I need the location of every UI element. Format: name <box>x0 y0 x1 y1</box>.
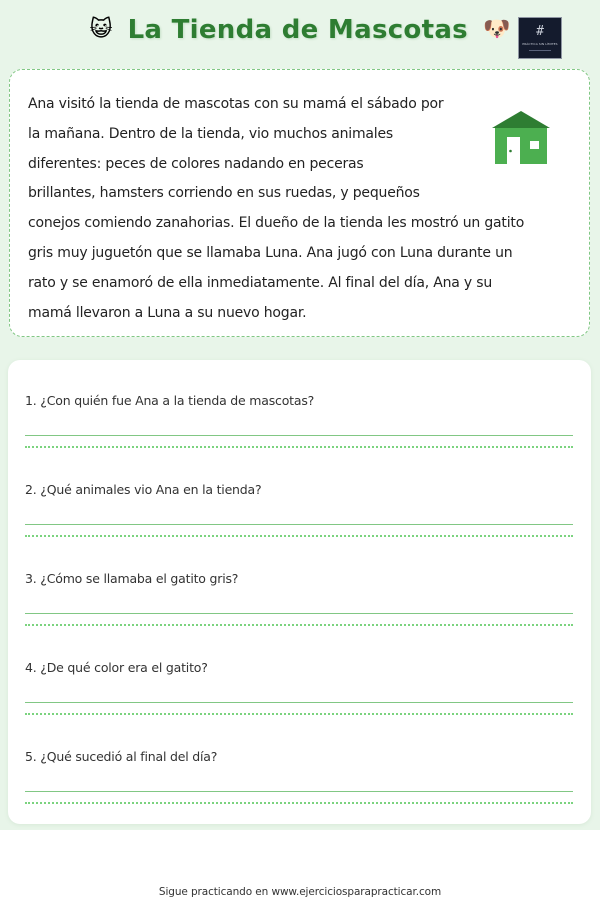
house-icon <box>491 111 551 164</box>
answer-line-dotted <box>25 802 573 804</box>
answer-line-dotted <box>25 713 573 715</box>
questions-card <box>8 360 591 824</box>
answer-line-solid <box>25 435 573 436</box>
question-text: 1. ¿Con quién fue Ana a la tienda de mascotas? <box>25 393 315 408</box>
answer-field-5[interactable] <box>25 791 573 804</box>
answer-line-solid <box>25 524 573 525</box>
answer-field-1[interactable] <box>25 435 573 448</box>
question-text: 4. ¿De qué color era el gatito? <box>25 660 208 675</box>
cat-face-icon: 😺 <box>89 17 113 42</box>
answer-line-dotted <box>25 624 573 626</box>
answer-field-3[interactable] <box>25 613 573 626</box>
answer-line-solid <box>25 613 573 614</box>
question-4 <box>23 659 576 729</box>
story-line: gris muy juguetón que se llamaba Luna. Ana jugó con Luna durante un <box>28 244 513 261</box>
question-1 <box>23 392 576 462</box>
story-line: brillantes, hamsters corriendo en sus ruedas, y pequeños <box>28 185 420 202</box>
story-line: diferentes: peces de colores nadando en peceras <box>28 155 364 172</box>
question-2 <box>23 481 576 551</box>
question-text: 5. ¿Qué sucedió al final del día? <box>25 749 218 764</box>
story-line: rato y se enamoró de ella inmediatamente. Al final del día, Ana y su <box>28 274 493 291</box>
title-row <box>0 12 600 48</box>
footer-text: Sigue practicando en www.ejerciciosparapracticar.com <box>158 886 442 898</box>
question-5 <box>23 748 576 818</box>
story-line: conejos comiendo zanahorias. El dueño de la tienda les mostró un gatito <box>28 215 525 232</box>
header <box>0 0 600 64</box>
answer-field-2[interactable] <box>25 524 573 537</box>
brand-logo <box>518 17 562 59</box>
logo-underline <box>529 50 551 51</box>
story-line: la mañana. Dentro de la tienda, vio muchos animales <box>28 125 393 142</box>
story-box <box>9 69 590 337</box>
answer-field-4[interactable] <box>25 702 573 715</box>
page-title: La Tienda de Mascotas <box>127 15 468 45</box>
dog-face-icon: 🐶 <box>483 17 511 42</box>
grid-logo-icon: # <box>536 24 544 39</box>
answer-line-solid <box>25 702 573 703</box>
question-3 <box>23 570 576 640</box>
answer-line-dotted <box>25 535 573 537</box>
story-line: mamá llevaron a Luna a su nuevo hogar. <box>28 304 307 321</box>
answer-line-dotted <box>25 446 573 448</box>
answer-line-solid <box>25 791 573 792</box>
question-text: 2. ¿Qué animales vio Ana en la tienda? <box>25 482 262 497</box>
story-line: Ana visitó la tienda de mascotas con su mamá el sábado por <box>28 96 444 112</box>
logo-text: PRÁCTICA SIN LÍMITES <box>522 42 558 46</box>
question-text: 3. ¿Cómo se llamaba el gatito gris? <box>25 571 239 586</box>
